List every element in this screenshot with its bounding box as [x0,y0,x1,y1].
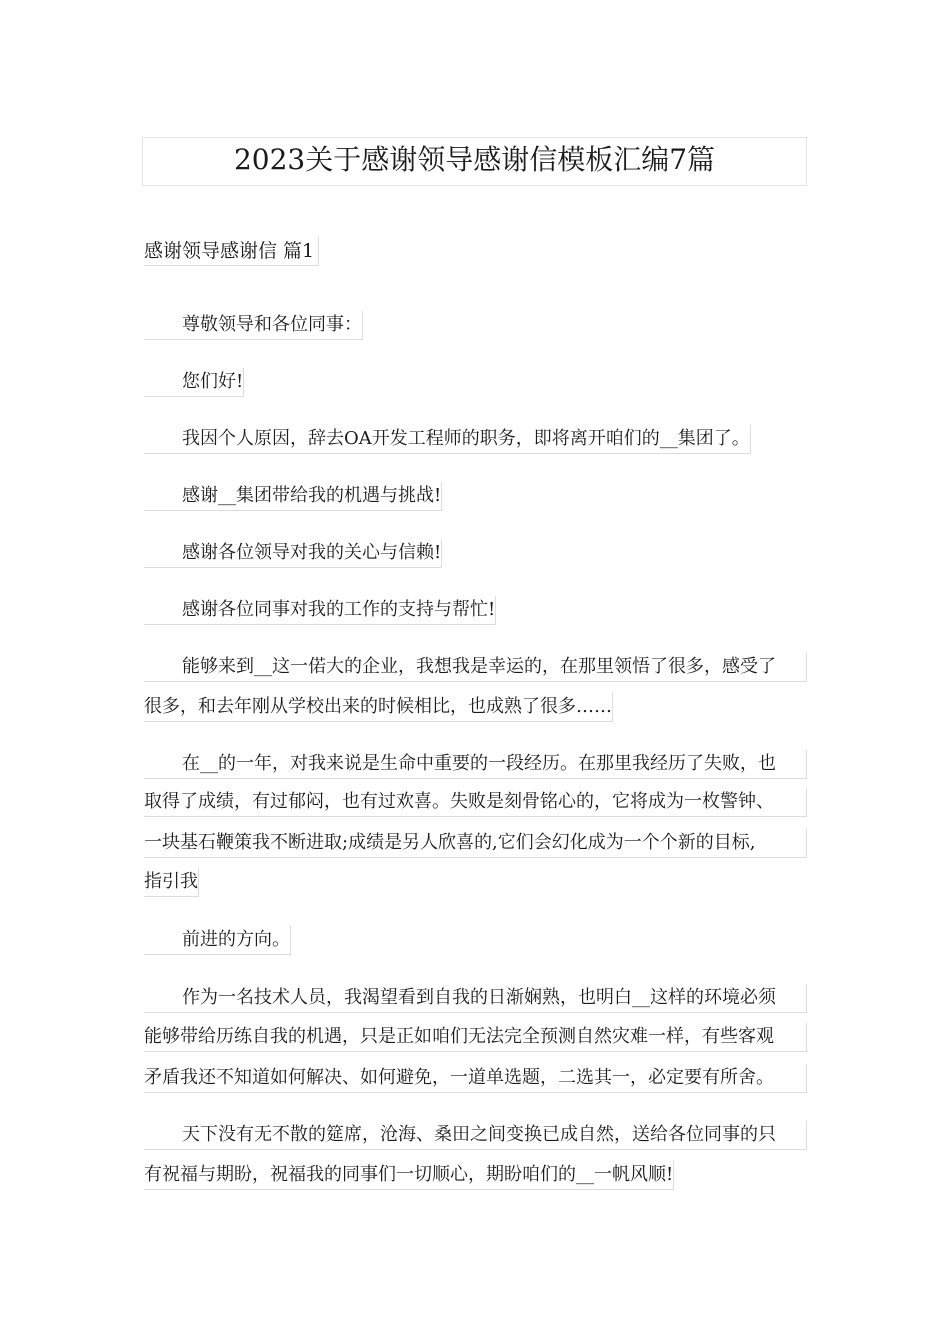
text-line: 感谢__集团带给我的机遇与挑战! [144,482,442,511]
text-line: 很多，和去年刚从学校出来的时候相比，也成熟了很多…… [144,693,613,722]
text-line: 有祝福与期盼，祝福我的同事们一切顺心，期盼咱们的__一帆风顺! [144,1161,674,1190]
text-line: 作为一名技术人员，我渴望看到自我的日渐娴熟，也明白__这样的环境必须 [144,984,807,1013]
text-line: 取得了成绩，有过郁闷，也有过欢喜。失败是刻骨铭心的，它将成为一枚警钟、 [144,788,807,817]
text-line: 感谢各位同事对我的工作的支持与帮忙! [144,596,496,625]
text-line: 指引我 [144,868,199,897]
document-title: 2023关于感谢领导感谢信模板汇编7篇 [142,137,807,186]
text-line: 能够带给历练自我的机遇，只是正如咱们无法完全预测自然灾难一样，有些客观 [144,1023,807,1052]
text-line: 前进的方向。 [144,926,291,955]
section-heading: 感谢领导感谢信 篇1 [144,237,319,266]
text-line: 尊敬领导和各位同事： [144,311,363,340]
text-line: 您们好! [144,368,244,397]
text-line: 我因个人原因，辞去OA开发工程师的职务，即将离开咱们的__集团了。 [144,425,751,454]
text-line: 矛盾我还不知道如何解决、如何避免，一道单选题，二选其一，必定要有所舍。 [144,1064,807,1093]
text-line: 天下没有无不散的筵席，沧海、桑田之间变换已成自然，送给各位同事的只 [144,1121,807,1150]
text-line: 一块基石鞭策我不断进取;成绩是另人欣喜的,它们会幻化成为一个个新的目标, [144,829,807,858]
text-line: 感谢各位领导对我的关心与信赖! [144,539,442,568]
text-line: 在__的一年，对我来说是生命中重要的一段经历。在那里我经历了失败，也 [144,750,807,779]
text-line: 能够来到__这一偌大的企业，我想我是幸运的，在那里领悟了很多，感受了 [144,653,807,682]
